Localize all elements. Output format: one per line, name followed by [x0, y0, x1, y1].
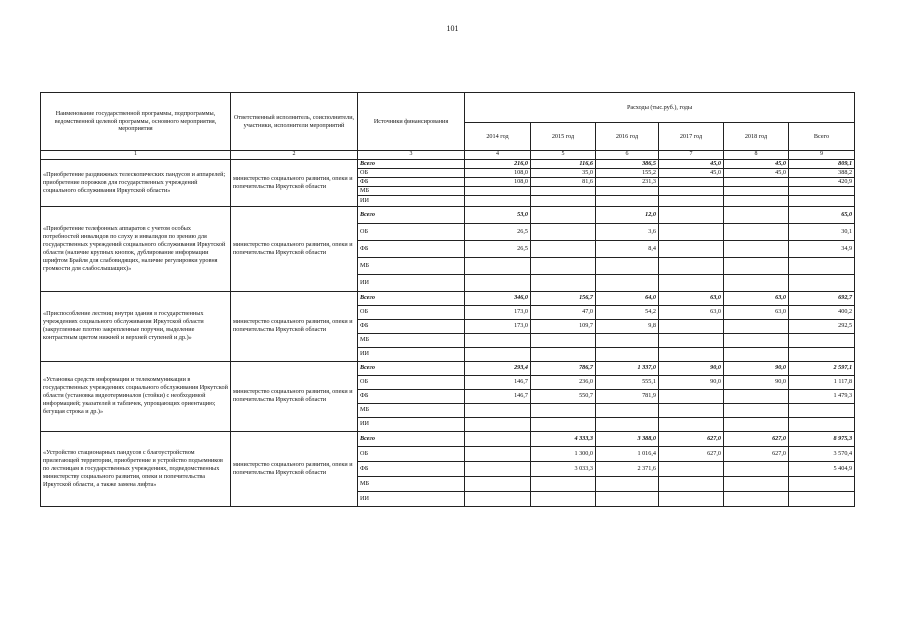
- column-number: 9: [789, 151, 855, 160]
- year-value: [659, 403, 724, 417]
- year-value: [659, 206, 724, 223]
- year-value: [724, 476, 789, 491]
- total-value: [789, 333, 855, 347]
- responsible-executor: министерство социального развития, опеки и попечительства Иркутской области: [231, 206, 358, 291]
- year-value: [465, 491, 531, 506]
- year-value: [465, 186, 531, 195]
- table-row: [41, 206, 855, 223]
- total-value: [789, 476, 855, 491]
- funding-source: МБ: [358, 186, 465, 195]
- year-value: [596, 491, 659, 506]
- year-value: 3,6: [596, 223, 659, 240]
- table-row: [41, 291, 855, 305]
- header-year: 2016 год: [596, 123, 659, 151]
- year-value: 781,9: [596, 389, 659, 403]
- year-value: [465, 257, 531, 274]
- column-number: 7: [659, 151, 724, 160]
- year-value: [724, 403, 789, 417]
- year-value: [724, 240, 789, 257]
- year-value: [724, 333, 789, 347]
- year-value: [465, 403, 531, 417]
- year-value: 8,4: [596, 240, 659, 257]
- year-value: 63,0: [659, 291, 724, 305]
- year-value: [596, 417, 659, 431]
- funding-source: ИИ: [358, 417, 465, 431]
- year-value: [596, 195, 659, 206]
- year-value: 173,0: [465, 305, 531, 319]
- year-value: [531, 347, 596, 361]
- year-value: [659, 347, 724, 361]
- year-value: 293,4: [465, 361, 531, 375]
- program-name: «Устройство стационарных пандусов с благоустройством прилегающей территории, приобретение и устройство подъемников по лестницам в государственных учреждениях, подведомственных министерству социального развития, опеки и попечительства Иркутской области, а также замена лифта»: [41, 431, 231, 506]
- responsible-executor: министерство социального развития, опеки и попечительства Иркутской области: [231, 431, 358, 506]
- total-value: [789, 257, 855, 274]
- total-value: [789, 417, 855, 431]
- year-value: [596, 274, 659, 291]
- year-value: [724, 389, 789, 403]
- year-value: 63,0: [724, 305, 789, 319]
- year-value: [531, 186, 596, 195]
- year-value: 1 016,4: [596, 446, 659, 461]
- funding-source: МБ: [358, 403, 465, 417]
- year-value: 146,7: [465, 375, 531, 389]
- total-value: [789, 195, 855, 206]
- year-value: [659, 177, 724, 186]
- year-value: [465, 195, 531, 206]
- year-value: [465, 417, 531, 431]
- year-value: 555,1: [596, 375, 659, 389]
- year-value: 26,5: [465, 223, 531, 240]
- year-value: [724, 177, 789, 186]
- year-value: [531, 476, 596, 491]
- table-body: [41, 159, 855, 506]
- year-value: 53,0: [465, 206, 531, 223]
- responsible-executor: министерство социального развития, опеки и попечительства Иркутской области: [231, 291, 358, 361]
- total-value: [789, 403, 855, 417]
- year-value: 9,8: [596, 319, 659, 333]
- header-year: 2017 год: [659, 123, 724, 151]
- program-name: «Приспособление лестниц внутри здания в государственных учреждениях социального обслуживания Иркутской области (закругленные плотно закрепленные поручни, выделение контрастным цветом нижней и верхней ступеней и др.)»: [41, 291, 231, 361]
- year-value: [596, 186, 659, 195]
- year-value: 386,5: [596, 159, 659, 168]
- column-number: 5: [531, 151, 596, 160]
- funding-source: ОБ: [358, 305, 465, 319]
- year-value: 216,0: [465, 159, 531, 168]
- funding-source: ФБ: [358, 319, 465, 333]
- year-value: [659, 491, 724, 506]
- header-program: Наименование государственной программы, подпрограммы, ведомственной целевой программы, основного мероприятия, мероприятия: [41, 93, 231, 151]
- year-value: 45,0: [659, 168, 724, 177]
- year-value: [659, 417, 724, 431]
- year-value: [531, 491, 596, 506]
- year-value: [724, 347, 789, 361]
- year-value: [659, 274, 724, 291]
- total-value: 420,9: [789, 177, 855, 186]
- year-value: [596, 347, 659, 361]
- year-value: 108,0: [465, 177, 531, 186]
- header-total: Всего: [789, 123, 855, 151]
- column-number: 4: [465, 151, 531, 160]
- funding-source: Всего: [358, 431, 465, 446]
- total-value: 30,1: [789, 223, 855, 240]
- header-responsible: Ответственный исполнитель, соисполнители, участники, исполнители мероприятий: [231, 93, 358, 151]
- year-value: [724, 491, 789, 506]
- year-value: 3 388,0: [596, 431, 659, 446]
- year-value: 63,0: [724, 291, 789, 305]
- total-value: 34,9: [789, 240, 855, 257]
- funding-source: ФБ: [358, 177, 465, 186]
- header-sources: Источники финансирования: [358, 93, 465, 151]
- funding-source: ИИ: [358, 195, 465, 206]
- year-value: [531, 417, 596, 431]
- year-value: [659, 186, 724, 195]
- year-value: [659, 461, 724, 476]
- year-value: 173,0: [465, 319, 531, 333]
- year-value: [465, 446, 531, 461]
- program-name: «Установка средств информации и телекоммуникации в государственных учреждениях социального обслуживания Иркутской области (установка видеотерминалов (стойки) с необходимой информацией; указателей и табличек, упрощающих ориентацию; бегущая строка и др.)»: [41, 361, 231, 431]
- total-value: 1 479,3: [789, 389, 855, 403]
- year-value: [659, 389, 724, 403]
- year-value: 2 371,6: [596, 461, 659, 476]
- year-value: [724, 223, 789, 240]
- total-value: [789, 274, 855, 291]
- year-value: [596, 403, 659, 417]
- year-value: [724, 257, 789, 274]
- funding-source: ФБ: [358, 461, 465, 476]
- total-value: 388,2: [789, 168, 855, 177]
- year-value: [531, 223, 596, 240]
- year-value: 627,0: [724, 446, 789, 461]
- total-value: [789, 186, 855, 195]
- year-value: 90,0: [659, 375, 724, 389]
- year-value: 786,7: [531, 361, 596, 375]
- responsible-executor: министерство социального развития, опеки и попечительства Иркутской области: [231, 361, 358, 431]
- year-value: [531, 274, 596, 291]
- header-year: 2014 год: [465, 123, 531, 151]
- year-value: [465, 476, 531, 491]
- funding-source: ОБ: [358, 446, 465, 461]
- year-value: [596, 476, 659, 491]
- funding-source: ИИ: [358, 491, 465, 506]
- year-value: [659, 476, 724, 491]
- year-value: 231,3: [596, 177, 659, 186]
- year-value: 1 337,0: [596, 361, 659, 375]
- funding-source: МБ: [358, 476, 465, 491]
- year-value: 63,0: [659, 305, 724, 319]
- year-value: 64,0: [596, 291, 659, 305]
- column-number: 1: [41, 151, 231, 160]
- year-value: [724, 461, 789, 476]
- total-value: 65,0: [789, 206, 855, 223]
- year-value: [531, 403, 596, 417]
- year-value: [531, 257, 596, 274]
- year-value: [659, 223, 724, 240]
- year-value: 45,0: [659, 159, 724, 168]
- year-value: [531, 195, 596, 206]
- year-value: 45,0: [724, 168, 789, 177]
- year-value: [724, 206, 789, 223]
- year-value: 90,0: [724, 375, 789, 389]
- year-value: 236,0: [531, 375, 596, 389]
- total-value: 292,5: [789, 319, 855, 333]
- year-value: 116,6: [531, 159, 596, 168]
- total-value: 8 975,3: [789, 431, 855, 446]
- year-value: [724, 274, 789, 291]
- column-number: 3: [358, 151, 465, 160]
- funding-source: Всего: [358, 291, 465, 305]
- year-value: 550,7: [531, 389, 596, 403]
- year-value: 35,0: [531, 168, 596, 177]
- year-value: 1 300,0: [531, 446, 596, 461]
- column-number: 8: [724, 151, 789, 160]
- total-value: [789, 491, 855, 506]
- funding-source: МБ: [358, 257, 465, 274]
- year-value: [465, 274, 531, 291]
- funding-source: ИИ: [358, 347, 465, 361]
- page-number: 101: [446, 24, 459, 33]
- header-expenses: Расходы (тыс.руб.), годы: [465, 93, 855, 123]
- program-name: «Приобретение телефонных аппаратов с учетом особых потребностей инвалидов по слуху и инвалидов по зрению для государственных учреждений социального обслуживания Иркутской области (наличие крупных кнопок, дублирование информации шрифтом Брайля для слабовидящих, наличие регулировки уровня громкости для слабослышащих)»: [41, 206, 231, 291]
- year-value: [465, 461, 531, 476]
- year-value: 146,7: [465, 389, 531, 403]
- year-value: 54,2: [596, 305, 659, 319]
- year-value: 47,0: [531, 305, 596, 319]
- table-row: [41, 431, 855, 446]
- total-value: 400,2: [789, 305, 855, 319]
- year-value: 108,0: [465, 168, 531, 177]
- year-value: [531, 240, 596, 257]
- total-value: [789, 347, 855, 361]
- table-row: [41, 159, 855, 168]
- year-value: 346,0: [465, 291, 531, 305]
- program-name: «Приобретение раздвижных телескопических пандусов и аппарелей; приобретение порожков для государственных учреждений социального обслуживания Иркутской области»: [41, 159, 231, 206]
- year-value: [724, 195, 789, 206]
- column-number: 6: [596, 151, 659, 160]
- financing-table: [40, 92, 855, 507]
- year-value: [596, 333, 659, 347]
- year-value: 627,0: [724, 431, 789, 446]
- funding-source: Всего: [358, 159, 465, 168]
- funding-source: Всего: [358, 361, 465, 375]
- total-value: 809,1: [789, 159, 855, 168]
- year-value: [596, 257, 659, 274]
- year-value: [659, 257, 724, 274]
- year-value: 155,2: [596, 168, 659, 177]
- total-value: 1 117,8: [789, 375, 855, 389]
- year-value: [659, 319, 724, 333]
- year-value: [465, 347, 531, 361]
- total-value: 5 404,9: [789, 461, 855, 476]
- year-value: 90,0: [659, 361, 724, 375]
- funding-source: ФБ: [358, 389, 465, 403]
- year-value: [531, 206, 596, 223]
- header-year: 2015 год: [531, 123, 596, 151]
- year-value: [724, 417, 789, 431]
- funding-source: ФБ: [358, 240, 465, 257]
- year-value: [659, 333, 724, 347]
- total-value: 2 597,1: [789, 361, 855, 375]
- year-value: [659, 240, 724, 257]
- year-value: 90,0: [724, 361, 789, 375]
- year-value: 627,0: [659, 431, 724, 446]
- funding-source: ИИ: [358, 274, 465, 291]
- year-value: [465, 431, 531, 446]
- year-value: 26,5: [465, 240, 531, 257]
- responsible-executor: министерство социального развития, опеки и попечительства Иркутской области: [231, 159, 358, 206]
- year-value: 3 033,3: [531, 461, 596, 476]
- year-value: [724, 186, 789, 195]
- year-value: [724, 319, 789, 333]
- year-value: 4 333,3: [531, 431, 596, 446]
- column-number: 2: [231, 151, 358, 160]
- funding-source: ОБ: [358, 168, 465, 177]
- year-value: [531, 333, 596, 347]
- year-value: [659, 195, 724, 206]
- year-value: 45,0: [724, 159, 789, 168]
- total-value: 692,7: [789, 291, 855, 305]
- header-year: 2018 год: [724, 123, 789, 151]
- funding-source: ОБ: [358, 375, 465, 389]
- table-row: [41, 361, 855, 375]
- funding-source: МБ: [358, 333, 465, 347]
- year-value: [465, 333, 531, 347]
- funding-source: Всего: [358, 206, 465, 223]
- year-value: 627,0: [659, 446, 724, 461]
- year-value: 12,0: [596, 206, 659, 223]
- total-value: 3 570,4: [789, 446, 855, 461]
- year-value: 109,7: [531, 319, 596, 333]
- year-value: 81,6: [531, 177, 596, 186]
- year-value: 156,7: [531, 291, 596, 305]
- funding-source: ОБ: [358, 223, 465, 240]
